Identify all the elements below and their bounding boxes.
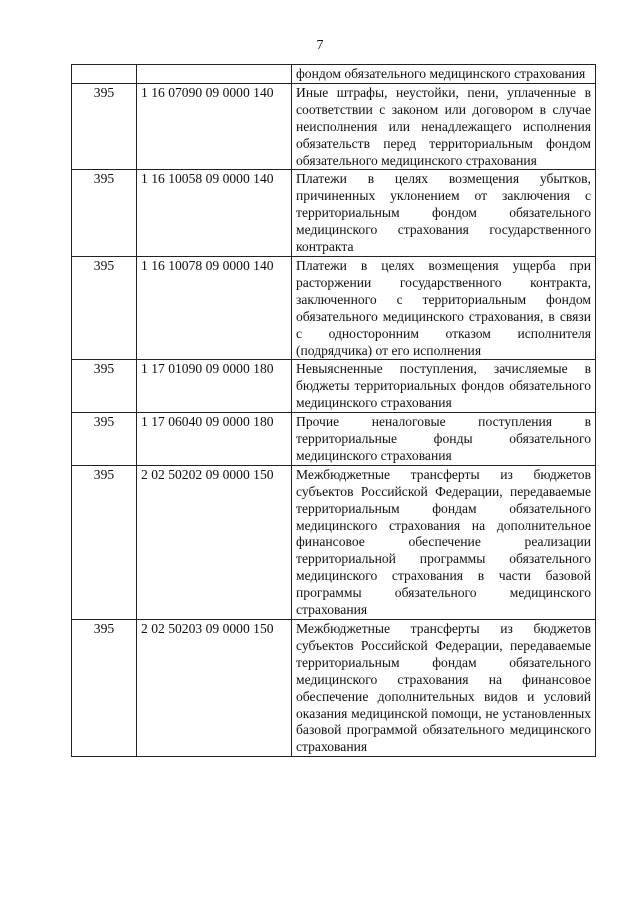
admin-code-cell — [72, 65, 137, 84]
budget-classification-table — [71, 64, 596, 757]
admin-code-cell: 395 — [72, 620, 137, 757]
table-row — [72, 65, 596, 84]
budget-code-cell: 1 16 10078 09 0000 140 — [137, 256, 292, 359]
admin-code-cell: 395 — [72, 360, 137, 413]
table-row — [72, 256, 596, 359]
admin-code-cell: 395 — [72, 83, 137, 170]
revenue-name-cell: фондом обязательного медицинского страхования — [292, 65, 596, 84]
budget-code-cell: 1 17 01090 09 0000 180 — [137, 360, 292, 413]
revenue-name-cell: Межбюджетные трансферты из бюджетов субъектов Российской Федерации, передаваемые территориальным фондам обязательного медицинского страхования на дополнительное финансовое обеспечение реализации территориальной программы обязательного медицинского страхования в части базовой программы обязательного медицинского страхования — [292, 465, 596, 619]
revenue-name-cell: Невыясненные поступления, зачисляемые в бюджеты территориальных фондов обязательного медицинского страхования — [292, 360, 596, 413]
admin-code-cell: 395 — [72, 465, 137, 619]
budget-code-cell: 1 17 06040 09 0000 180 — [137, 413, 292, 466]
table-row — [72, 360, 596, 413]
revenue-name-cell: Платежи в целях возмещения ущерба при расторжении государственного контракта, заключенного с территориальным фондом обязательного медицинского страхования, в связи с односторонним отказом исполнителя (подрядчика) от его исполнения — [292, 256, 596, 359]
revenue-name-cell: Иные штрафы, неустойки, пени, уплаченные в соответствии с законом или договором в случае неисполнения или ненадлежащего исполнения обязательств перед территориальным фондом обязательного медицинского страхования — [292, 83, 596, 170]
admin-code-cell: 395 — [72, 256, 137, 359]
revenue-name-cell: Платежи в целях возмещения убытков, причиненных уклонением от заключения с территориальным фондом обязательного медицинского страхования государственного контракта — [292, 170, 596, 257]
table-row — [72, 413, 596, 466]
page-number: 7 — [316, 38, 324, 53]
table-row — [72, 620, 596, 757]
budget-code-cell: 2 02 50203 09 0000 150 — [137, 620, 292, 757]
table-row — [72, 465, 596, 619]
budget-code-cell: 1 16 10058 09 0000 140 — [137, 170, 292, 257]
admin-code-cell: 395 — [72, 170, 137, 257]
revenue-name-cell: Межбюджетные трансферты из бюджетов субъектов Российской Федерации, передаваемые территориальным фондам обязательного медицинского страхования на финансовое обеспечение дополнительных видов и условий оказания медицинской помощи, не установленных базовой программой обязательного медицинского страхования — [292, 620, 596, 757]
budget-code-cell — [137, 65, 292, 84]
revenue-name-cell: Прочие неналоговые поступления в территориальные фонды обязательного медицинского страхования — [292, 413, 596, 466]
budget-code-cell: 1 16 07090 09 0000 140 — [137, 83, 292, 170]
budget-code-cell: 2 02 50202 09 0000 150 — [137, 465, 292, 619]
table-row — [72, 83, 596, 170]
admin-code-cell: 395 — [72, 413, 137, 466]
table-row — [72, 170, 596, 257]
